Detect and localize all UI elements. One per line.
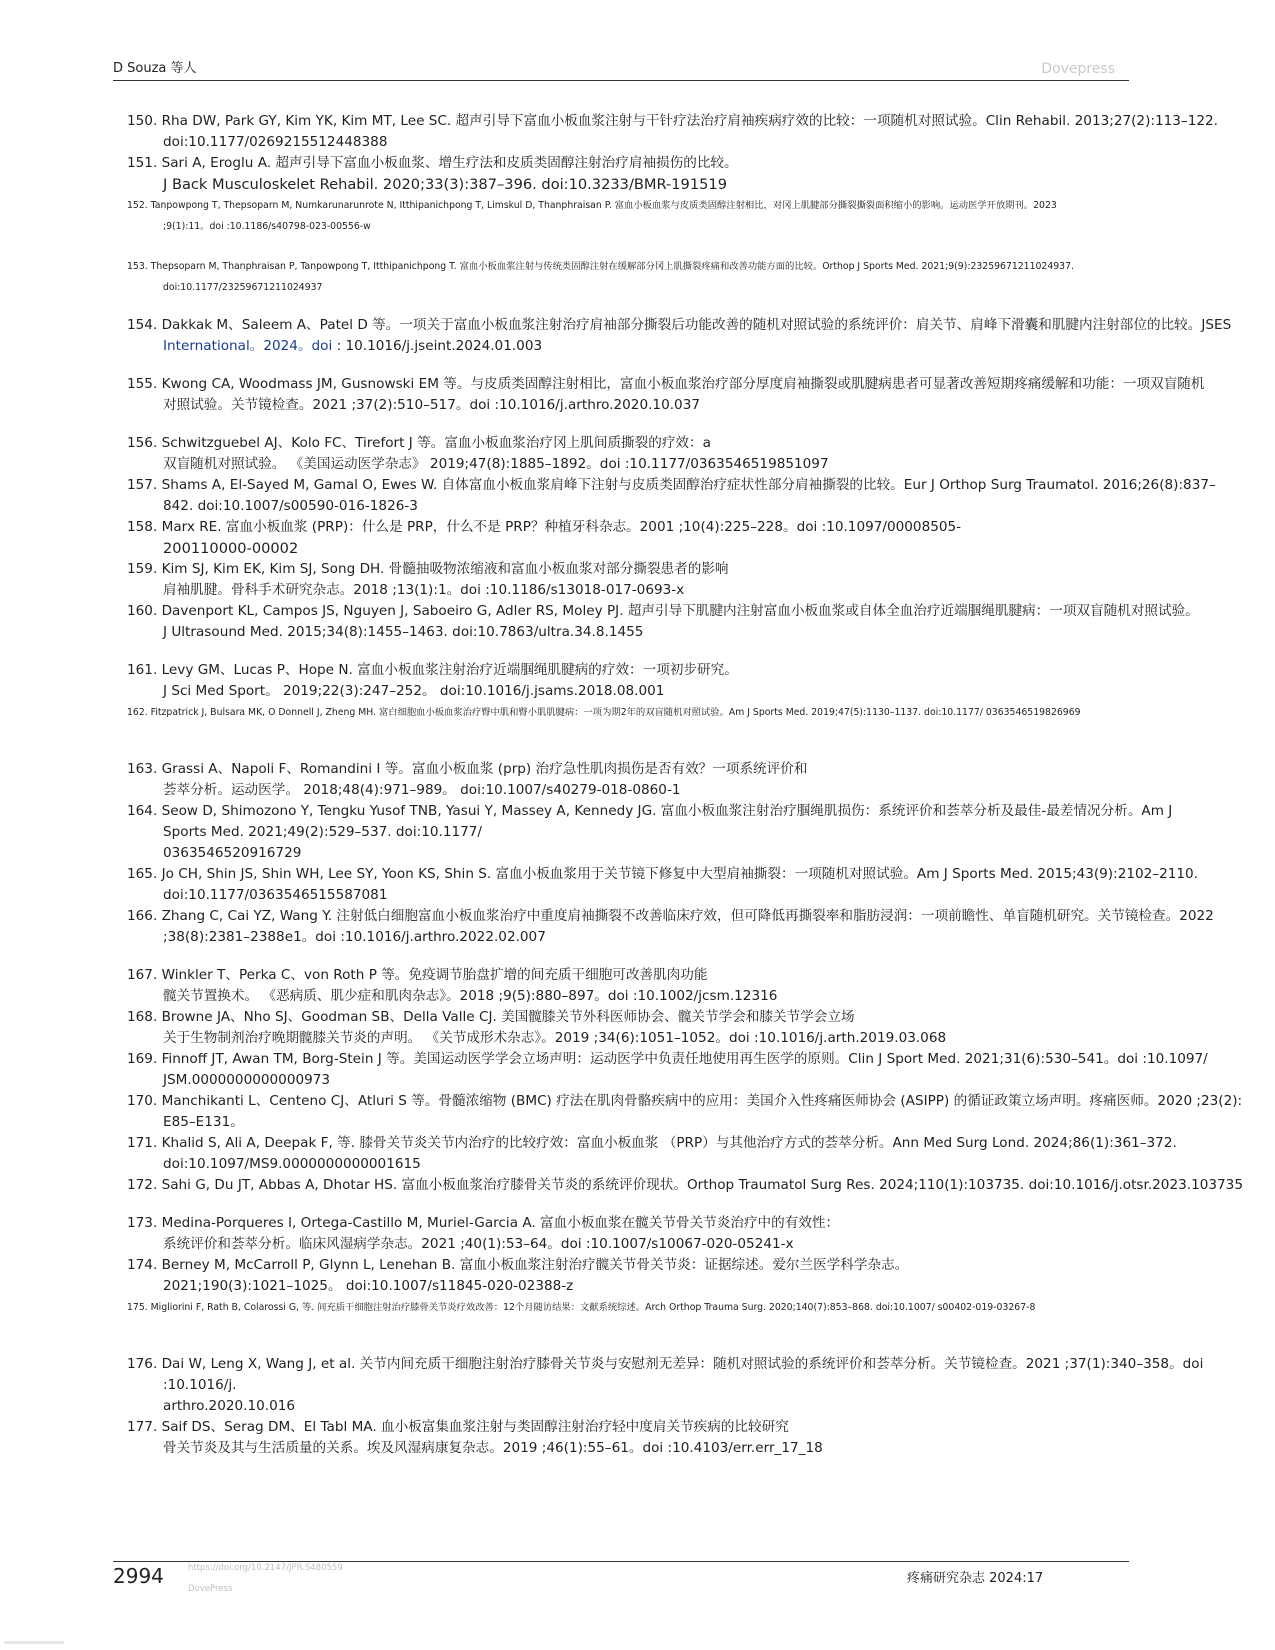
reference-line: 159. Kim SJ, Kim EK, Kim SJ, Song DH. 骨髓抽吸物浓缩液和富血小板血浆对部分撕裂患者的影响 <box>127 561 729 577</box>
reference-item <box>127 1091 1243 1133</box>
reference-continuation: doi:10.1177/0363546515587081 <box>163 887 388 903</box>
reference-line: 156. Schwitzguebel AJ、Kolo FC、Tirefort J 等。富血小板血浆治疗冈上肌间质撕裂的疗效：a <box>127 435 711 451</box>
reference-line: 175. Migliorini F, Rath B, Colarossi G, 等. 间充质干细胞注射治疗膝骨关节炎疗效改善：12个月随访结果：文献系统综述。Arch Orthop Trauma Surg. 2020;140(7):853–868. doi:10.1007/ s00402-019-03267-8 <box>127 1302 1036 1313</box>
reference-item <box>127 1255 1167 1297</box>
reference-line: 163. Grassi A、Napoli F、Romandini I 等。富血小板血浆 (prp) 治疗急性肌肉损伤是否有效？一项系统评价和 <box>127 761 808 777</box>
reference-item <box>127 1297 1167 1318</box>
reference-continuation: 2021;190(3):1021–1025。 doi:10.1007/s11845-020-02388-z <box>163 1278 574 1294</box>
running-author: D Souza 等人 <box>113 61 197 76</box>
reference-continuation: Sports Med. 2021;49(2):529–537. doi:10.1177/ <box>163 824 482 840</box>
reference-line: 168. Browne JA、Nho SJ、Goodman SB、Della Valle CJ. 美国髋膝关节外科医师协会、髋关节学会和膝关节学会立场 <box>127 1009 855 1025</box>
reference-continuation: J Ultrasound Med. 2015;34(8):1455–1463. doi:10.7863/ultra.34.8.1455 <box>163 624 644 640</box>
footer-publisher: DovePress <box>188 1584 233 1594</box>
reference-list <box>127 111 1243 1459</box>
reference-item <box>127 906 1214 948</box>
reference-continuation: doi:10.1177/23259671211024937 <box>163 282 323 293</box>
reference-continuation: doi:10.1177/0269215512448388 <box>163 134 388 150</box>
reference-continuation: ;9(1):11。doi :10.1186/s40798-023-00556-w <box>163 221 371 232</box>
corner-mark <box>4 1641 64 1644</box>
reference-item <box>127 601 1199 643</box>
reference-doi: : 10.1016/j.jseint.2024.01.003 <box>332 338 543 354</box>
reference-item <box>127 517 1167 538</box>
reference-item <box>127 801 1173 864</box>
reference-continuation: 髋关节置换术。 《恶病质、肌少症和肌肉杂志》。2018 ;9(5):880–897。doi :10.1002/jcsm.12316 <box>163 988 778 1004</box>
reference-line: 170. Manchikanti L、Centeno CJ、Atluri S 等。骨髓浓缩物 (BMC) 疗法在肌肉骨骼疾病中的应用：美国介入性疼痛医师协会 (ASIPP) 的循证政策立场声明。疼痛医师。2020 ;23(2): <box>127 1093 1243 1109</box>
reference-item <box>127 1049 1208 1091</box>
reference-line: 174. Berney M, McCarroll P, Glynn L, Lenehan B. 富血小板血浆注射治疗髋关节骨关节炎：证据综述。爱尔兰医学科学杂志。 <box>127 1257 909 1273</box>
publisher-mark: Dovepress <box>1041 61 1115 77</box>
reference-line: 151. Sari A, Eroglu A. 超声引导下富血小板血浆、增生疗法和皮质类固醇注射治疗肩袖损伤的比较。 <box>127 155 738 171</box>
page-number: 2994 <box>113 1564 164 1588</box>
reference-line: 177. Saif DS、Serag DM、El Tabl MA. 血小板富集血浆注射与类固醇注射治疗轻中度肩关节疾病的比较研究 <box>127 1419 789 1435</box>
reference-continuation: 对照试验。关节镜检查。2021 ;37(2):510–517。doi :10.1016/j.arthro.2020.10.037 <box>163 397 700 413</box>
reference-item <box>127 174 1167 195</box>
reference-continuation: arthro.2020.10.016 <box>163 1398 296 1414</box>
reference-item <box>127 1354 1204 1417</box>
reference-line: 158. Marx RE. 富血小板血浆 (PRP)：什么是 PRP，什么不是 PRP？种植牙科杂志。2001 ;10(4):225–228。doi :10.1097/00008505- <box>127 519 962 535</box>
reference-continuation: doi:10.1097/MS9.0000000000001615 <box>163 1156 421 1172</box>
reference-line: 150. Rha DW, Park GY, Kim YK, Kim MT, Lee SC. 超声引导下富血小板血浆注射与干针疗法治疗肩袖疾病疗效的比较：一项随机对照试验。Clin Rehabil. 2013;27(2):113–122. <box>127 113 1218 129</box>
reference-line: 165. Jo CH, Shin JS, Shin WH, Lee SY, Yoon KS, Shin S. 富血小板血浆用于关节镜下修复中大型肩袖撕裂：一项随机对照试验。Am J Sports Med. 2015;43(9):2102–2110. <box>127 866 1199 882</box>
reference-line: 167. Winkler T、Perka C、von Roth P 等。免疫调节胎盘扩增的间充质干细胞可改善肌肉功能 <box>127 967 708 983</box>
reference-item <box>127 1417 1167 1459</box>
reference-item <box>127 374 1205 416</box>
reference-line: 200110000-00002 <box>163 540 299 557</box>
reference-continuation: 系统评价和荟萃分析。临床风湿病学杂志。2021 ;40(1):53–64。doi :10.1007/s10067-020-05241-x <box>163 1236 794 1252</box>
reference-line: 169. Finnoff JT, Awan TM, Borg-Stein J 等。美国运动医学学会立场声明：运动医学中负责任地使用再生医学的原则。Clin J Sport Med. 2021;31(6):530–541。doi :10.1097/ <box>127 1051 1208 1067</box>
reference-item <box>127 759 1167 801</box>
reference-continuation: 842. doi:10.1007/s00590-016-1826-3 <box>163 498 418 514</box>
reference-continuation: ;38(8):2381–2388e1。doi :10.1016/j.arthro.2022.02.007 <box>163 929 546 945</box>
reference-line: J Back Musculoskelet Rehabil. 2020;33(3):387–396. doi:10.3233/BMR-191519 <box>163 176 727 193</box>
reference-continuation: 0363546520916729 <box>163 845 302 861</box>
reference-item <box>127 965 1167 1007</box>
reference-item <box>127 1175 1243 1196</box>
reference-item <box>127 864 1199 906</box>
reference-item <box>127 153 1167 174</box>
reference-item <box>127 1007 1167 1049</box>
reference-line: 176. Dai W, Leng X, Wang J, et al. 关节内间充质干细胞注射治疗膝骨关节炎与安慰剂无差异：随机对照试验的系统评价和荟萃分析。关节镜检查。2021 ;37(1):340–358。doi <box>127 1356 1204 1372</box>
reference-item <box>127 559 1167 601</box>
reference-line: 162. Fitzpatrick J, Bulsara MK, O Donnell J, Zheng MH. 富白细胞血小板血浆治疗臀中肌和臀小肌肌腱病：一项为期2年的双盲随机对照试验。Am J Sports Med. 2019;47(5):1130–1137. doi:10.1177/ 0363546519826969 <box>127 707 1081 718</box>
reference-continuation: 肩袖肌腱。骨科手术研究杂志。2018 ;13(1):1。doi :10.1186/s13018-017-0693-x <box>163 582 685 598</box>
footer-doi-link[interactable]: https://doi.org/10.2147/JPR.S480559 <box>188 1563 343 1573</box>
reference-continuation: E85–E131。 <box>163 1114 244 1130</box>
reference-line: 166. Zhang C, Cai YZ, Wang Y. 注射低白细胞富血小板血浆治疗中重度肩袖撕裂不改善临床疗效，但可降低再撕裂率和脂肪浸润：一项前瞻性、单盲随机研究。关节镜检查。2022 <box>127 908 1214 924</box>
header-divider <box>113 80 1129 81</box>
footer-divider <box>113 1561 1129 1562</box>
reference-line: 172. Sahi G, Du JT, Abbas A, Dhotar HS. 富血小板血浆治疗膝骨关节炎的系统评价现状。Orthop Traumatol Surg Res. 2024;110(1):103735. doi:10.1016/j.otsr.2023.103735 <box>127 1177 1243 1193</box>
journal-citation: 疼痛研究杂志 2024:17 <box>907 1571 1044 1586</box>
reference-item <box>127 1213 1167 1255</box>
reference-line: 173. Medina-Porqueres I, Ortega-Castillo M, Muriel-Garcia A. 富血小板血浆在髋关节骨关节炎治疗中的有效性： <box>127 1215 840 1231</box>
reference-line: 153. Thepsoparn M, Thanphraisan P, Tanpowpong T, Itthipanichpong T. 富血小板血浆注射与传统类固醇注射在缓解部分冈上肌撕裂疼痛和改善功能方面的比较。Orthop J Sports Med. 2021;9(9):23259671211024937. <box>127 261 1074 272</box>
reference-item <box>127 660 1167 702</box>
reference-line: 152. Tanpowpong T, Thepsoparn M, Numkarunarunrote N, Itthipanichpong T, Limskul D, Thanphraisan P. 富血小板血浆与皮质类固醇注射相比，对冈上肌腱部分撕裂撕裂面积缩小的影响。运动医学开放期刊。2023 <box>127 200 1057 211</box>
reference-continuation: 骨关节炎及其与生活质量的关系。埃及风湿病康复杂志。2019 ;46(1):55–61。doi :10.4103/err.err_17_18 <box>163 1440 823 1456</box>
reference-item <box>127 433 1167 475</box>
reference-continuation: 双盲随机对照试验。 《美国运动医学杂志》 2019;47(8):1885–1892。doi :10.1177/0363546519851097 <box>163 456 829 472</box>
reference-line: 157. Shams A, El-Sayed M, Gamal O, Ewes W. 自体富血小板血浆肩峰下注射与皮质类固醇治疗症状性部分肩袖撕裂的比较。Eur J Orthop Surg Traumatol. 2016;26(8):837– <box>127 477 1216 493</box>
reference-continuation <box>127 336 1167 357</box>
reference-item <box>127 475 1216 517</box>
reference-line: 164. Seow D, Shimozono Y, Tengku Yusof TNB, Yasui Y, Massey A, Kennedy JG. 富血小板血浆注射治疗腘绳肌损伤：系统评价和荟萃分析及最佳-最差情况分析。Am J <box>127 803 1173 819</box>
reference-continuation: 关于生物制剂治疗晚期髋膝关节炎的声明。 《关节成形术杂志》。2019 ;34(6):1051–1052。doi :10.1016/j.arth.2019.03.068 <box>163 1030 947 1046</box>
reference-continuation: J Sci Med Sport。 2019;22(3):247–252。 doi:10.1016/j.jsams.2018.08.001 <box>163 683 665 699</box>
reference-item <box>127 1133 1177 1175</box>
reference-line: 160. Davenport KL, Campos JS, Nguyen J, Saboeiro G, Adler RS, Moley PJ. 超声引导下肌腱内注射富血小板血浆或自体全血治疗近端腘绳肌腱病：一项双盲随机对照试验。 <box>127 603 1199 619</box>
reference-continuation: :10.1016/j. <box>163 1377 237 1393</box>
reference-continuation: 荟萃分析。运动医学。 2018;48(4):971–989。 doi:10.1007/s40279-018-0860-1 <box>163 782 681 798</box>
reference-item <box>127 702 1167 723</box>
reference-item <box>127 538 1167 559</box>
reference-line: 155. Kwong CA, Woodmass JM, Gusnowski EM 等。与皮质类固醇注射相比，富血小板血浆治疗部分厚度肩袖撕裂或肌腱病患者可显著改善短期疼痛缓解和功能：一项双盲随机 <box>127 376 1205 392</box>
reference-line: 171. Khalid S, Ali A, Deepak F, 等. 膝骨关节炎关节内治疗的比较疗效：富血小板血浆 （PRP）与其他治疗方式的荟萃分析。Ann Med Surg Lond. 2024;86(1):361–372. <box>127 1135 1177 1151</box>
reference-item <box>127 111 1218 153</box>
reference-item <box>127 256 1167 298</box>
reference-continuation: JSM.0000000000000973 <box>163 1072 331 1088</box>
reference-item <box>127 195 1167 237</box>
reference-link[interactable]: International。2024。doi <box>163 338 333 354</box>
reference-item <box>127 315 1232 357</box>
reference-line: 161. Levy GM、Lucas P、Hope N. 富血小板血浆注射治疗近端腘绳肌腱病的疗效：一项初步研究。 <box>127 662 738 678</box>
reference-line: 154. Dakkak M、Saleem A、Patel D 等。一项关于富血小板血浆注射治疗肩袖部分撕裂后功能改善的随机对照试验的系统评价：肩关节、肩峰下滑囊和肌腱内注射部位的比较。JSES <box>127 317 1232 333</box>
